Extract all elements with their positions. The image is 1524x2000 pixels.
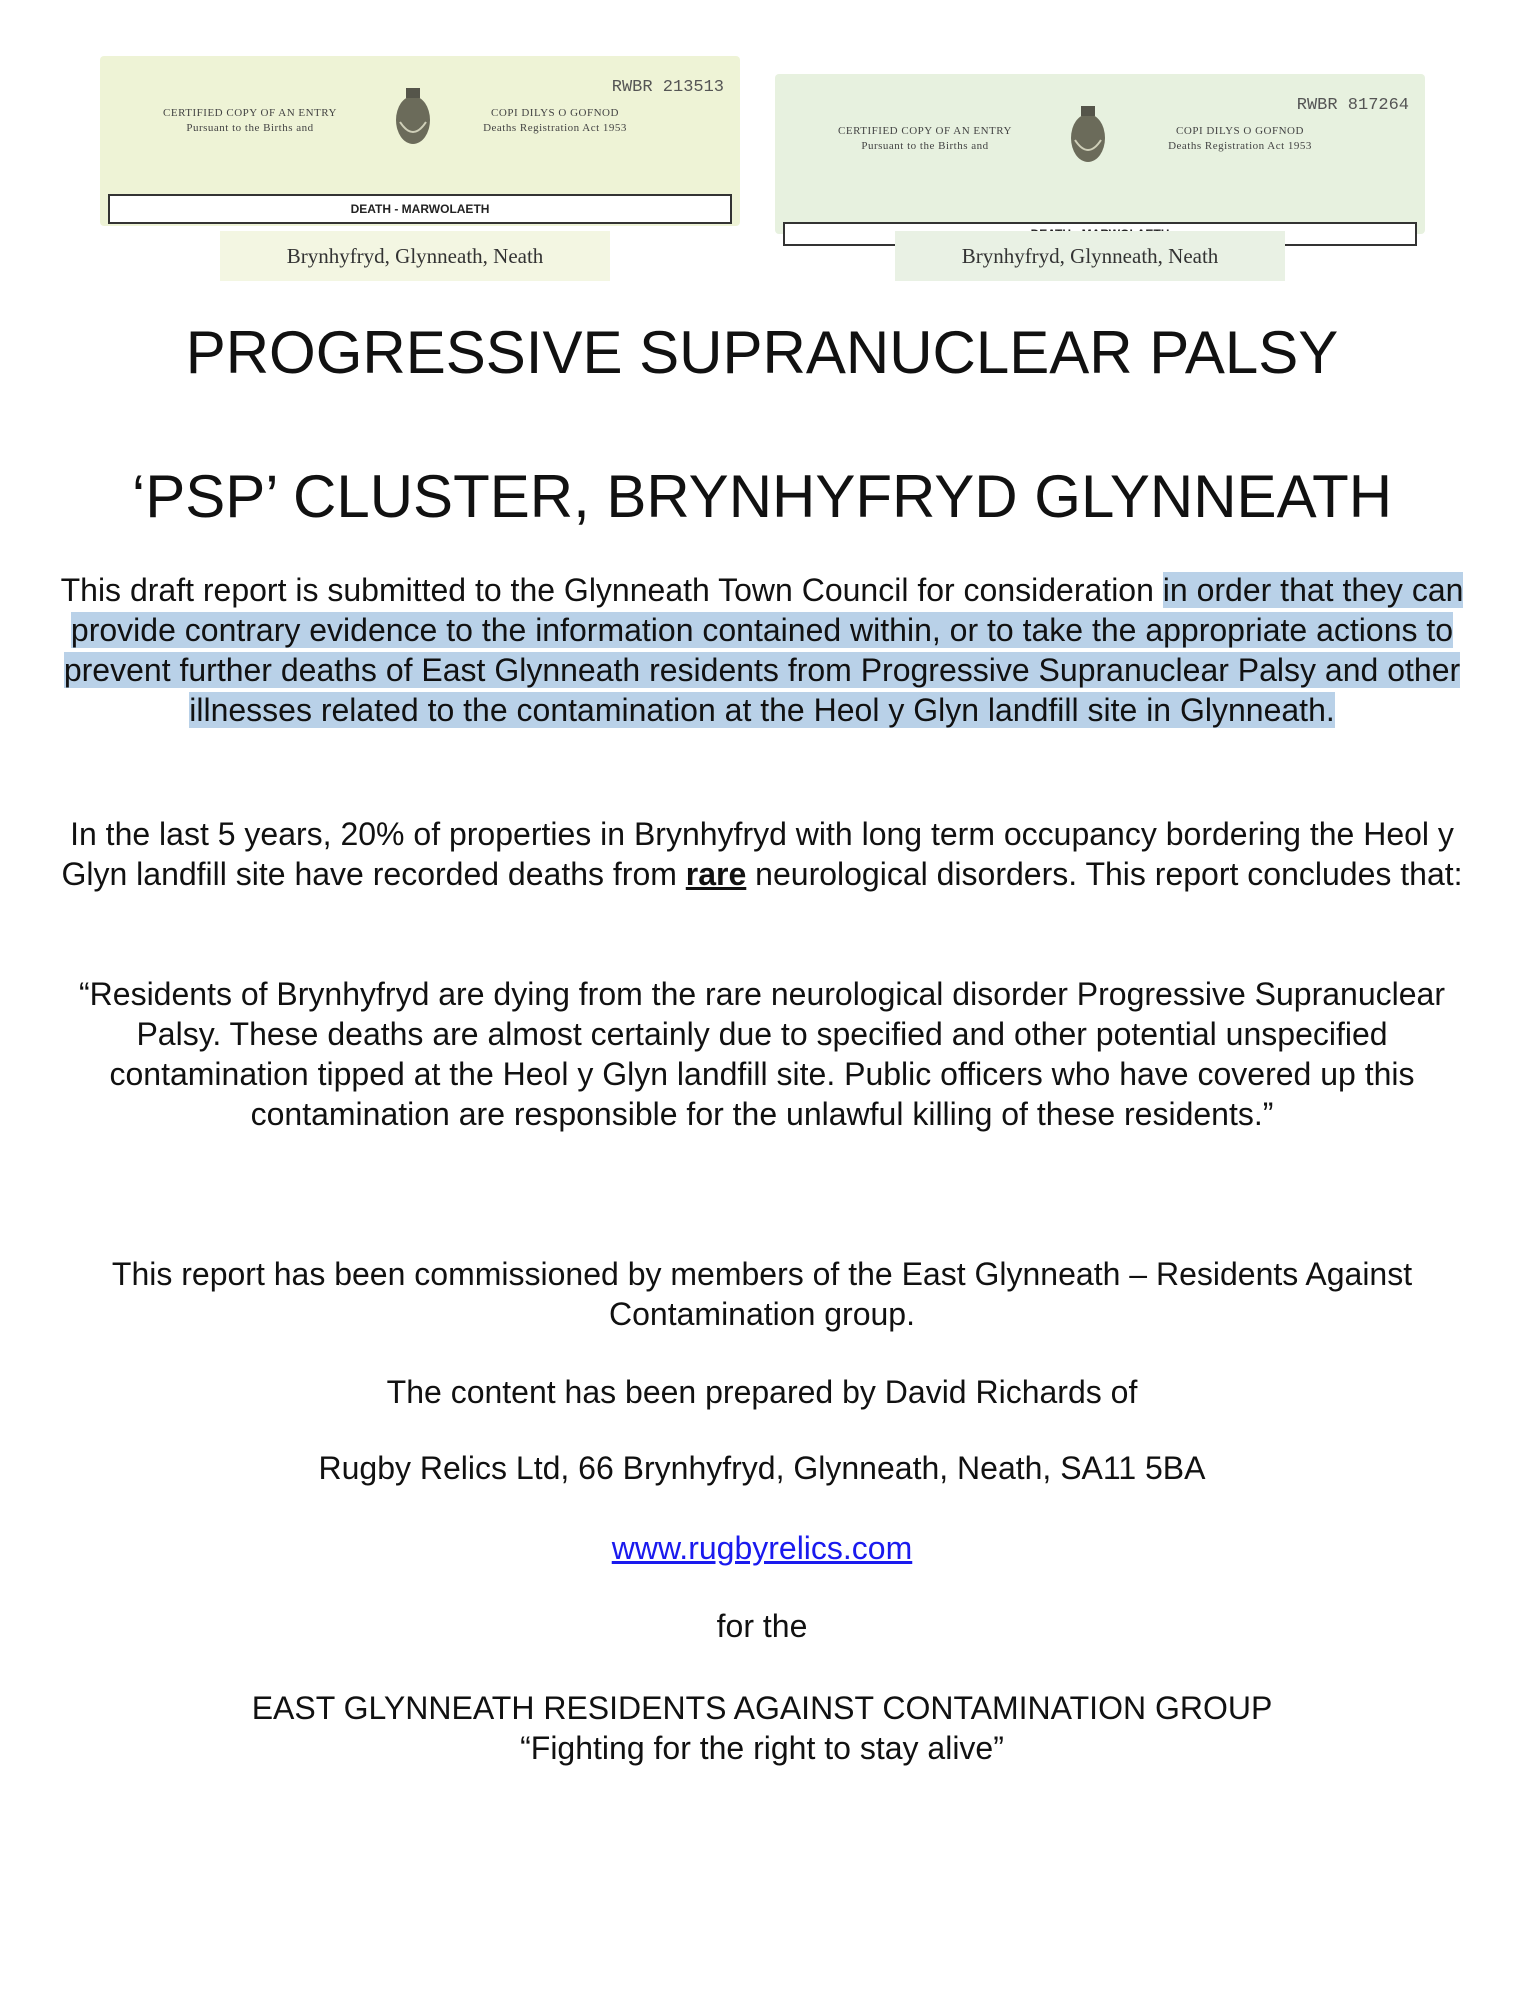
certificate-heading-line: COPI DILYS O GOFNOD	[1176, 125, 1304, 137]
highlighted-selection: in order that they can provide contrary evidence to the information contained within, or to take the appropriate actions to prevent further deaths of East Glynneath residents from Progressive Supranuclear Palsy and other illnesses related to the contamination at the Heol y Glyn landfill site in Glynneath.	[63, 572, 1464, 728]
summary-paragraph	[60, 814, 1464, 894]
royal-crest-icon	[390, 82, 436, 152]
certificate-heading-line: Pursuant to the Births and	[186, 122, 314, 134]
certificate-number: RWBR 817264	[1296, 96, 1409, 115]
group-name: EAST GLYNNEATH RESIDENTS AGAINST CONTAMINATION GROUP	[251, 1690, 1273, 1726]
website-line	[0, 1528, 1524, 1568]
conclusion-quote: “Residents of Brynhyfryd are dying from the rare neurological disorder Progressive Supranuclear Palsy. These deaths are almost certainly due to specified and other potential unspecified contamination tipped at the Heol y Glyn landfill site. Public officers who have covered up this contamination are responsible for the unlawful killing of these residents.”	[79, 976, 1445, 1132]
certificate-heading-line: CERTIFIED COPY OF AN ENTRY	[163, 107, 337, 119]
certificate-heading-welsh	[440, 106, 670, 136]
certificate-heading-line: Pursuant to the Births and	[861, 140, 989, 152]
certificate-address: Brynhyfryd, Glynneath, Neath	[220, 231, 610, 281]
certificate-number: RWBR 213513	[611, 78, 724, 97]
certificate-heading-line: Deaths Registration Act 1953	[1168, 140, 1312, 152]
death-certificate-2	[775, 56, 1425, 281]
royal-crest-icon	[1065, 100, 1111, 170]
company-address: Rugby Relics Ltd, 66 Brynhyfryd, Glynneath, Neath, SA11 5BA	[318, 1450, 1206, 1486]
document-subtitle: ‘PSP’ CLUSTER, BRYNHYFRYD GLYNNEATH	[131, 463, 1393, 530]
certificate-heading-line: COPI DILYS O GOFNOD	[491, 107, 619, 119]
certificate-address: Brynhyfryd, Glynneath, Neath	[895, 231, 1285, 281]
summary-text-before: In the last 5 years, 20% of properties in Brynhyfryd with long term occupancy bordering the Heol y Glyn landfill site have recorded deaths from	[61, 816, 1454, 892]
commissioned-statement: This report has been commissioned by members of the East Glynneath – Residents Against Contamination group.	[111, 1256, 1413, 1332]
certificate-heading-english	[120, 106, 380, 136]
certificate-header	[100, 56, 740, 226]
group-slogan: “Fighting for the right to stay alive”	[520, 1730, 1004, 1766]
document-title: PROGRESSIVE SUPRANUCLEAR PALSY	[185, 319, 1339, 386]
certificate-heading-line: CERTIFIED COPY OF AN ENTRY	[838, 125, 1012, 137]
intro-paragraph	[60, 570, 1464, 730]
summary-text-after: neurological disorders. This report concludes that:	[746, 856, 1463, 892]
website-link[interactable]: www.rugbyrelics.com	[611, 1530, 913, 1566]
prepared-by: The content has been prepared by David Richards of	[386, 1374, 1138, 1410]
certificate-images	[0, 56, 1524, 286]
for-the-text: for the	[716, 1608, 808, 1644]
death-certificate-1	[100, 56, 740, 281]
certificate-header	[775, 74, 1425, 234]
certificate-heading-line: Deaths Registration Act 1953	[483, 122, 627, 134]
certificate-heading-welsh	[1125, 124, 1355, 154]
intro-text: This draft report is submitted to the Glynneath Town Council for consideration	[60, 572, 1163, 608]
certificate-heading-english	[795, 124, 1055, 154]
certificate-type-bar: DEATH - MARWOLAETH	[108, 194, 732, 224]
emphasis-rare: rare	[685, 856, 747, 892]
